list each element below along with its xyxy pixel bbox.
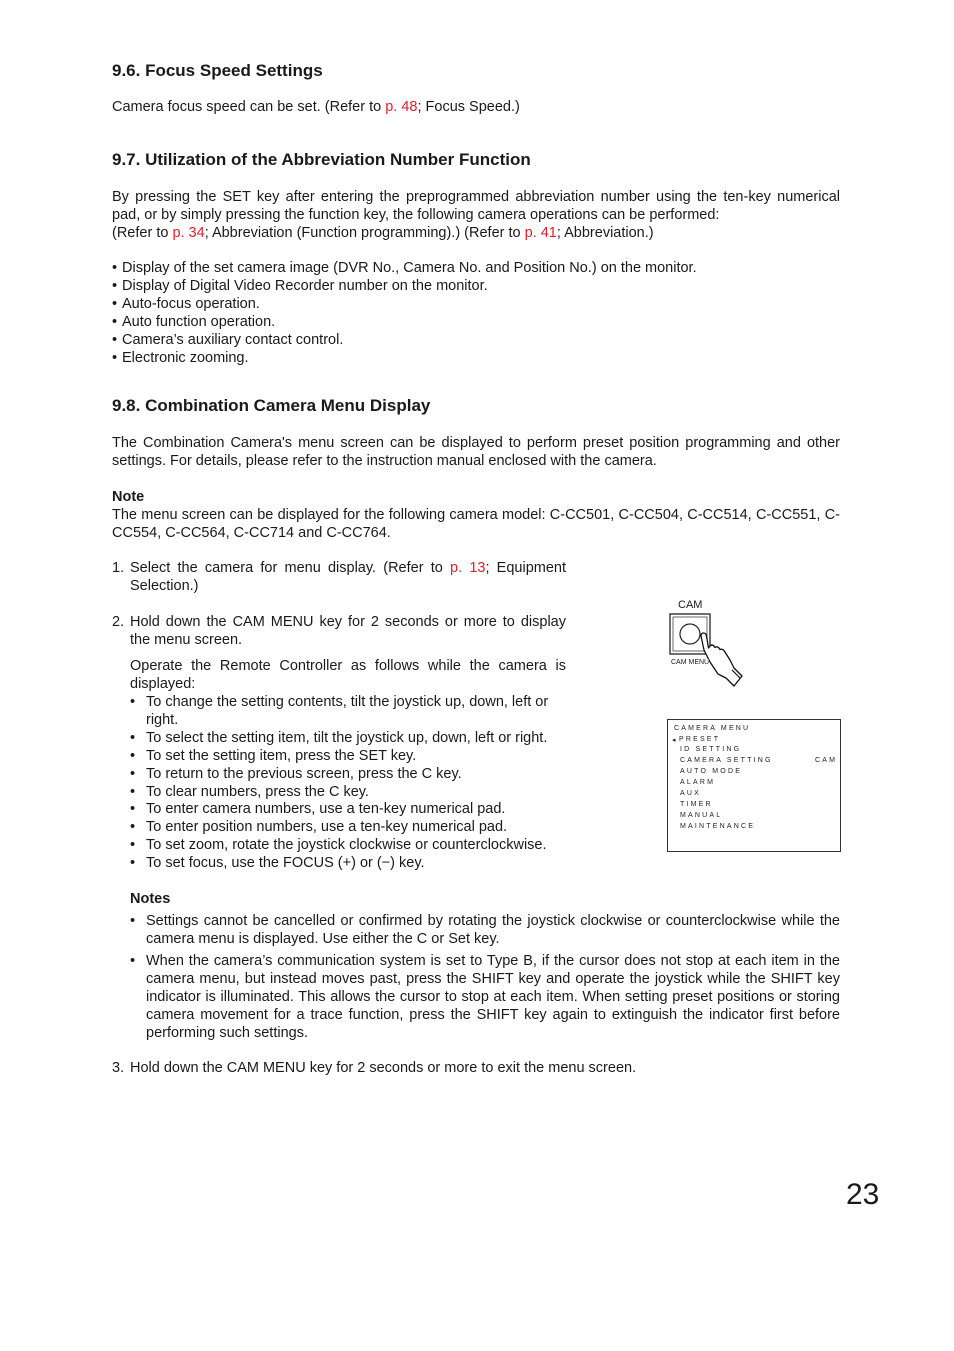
list-item-text: Electronic zooming.	[122, 350, 249, 366]
list-item: • Camera’s auxiliary contact control.	[112, 332, 344, 348]
cam-menu-key-label: CAM MENU	[671, 659, 710, 666]
list-item-text: Settings cannot be cancelled or confirmed by rotating the joystick clockwise or counterclockwise while the camera menu is displayed. Use either the C or Set key.	[146, 913, 840, 947]
menu-item-id-setting: ID SETTING	[680, 746, 742, 753]
list-item: • Auto function operation.	[112, 314, 276, 330]
list-item: • To return to the previous screen, press the C key.	[130, 765, 566, 783]
list-item-text: Display of Digital Video Recorder number on the monitor.	[122, 278, 488, 294]
focus-speed-text	[112, 98, 520, 116]
list-item: • Electronic zooming.	[112, 350, 249, 366]
operate-text: Operate the Remote Controller as follows while the camera is displayed:	[130, 658, 566, 692]
list-item-text: To enter camera numbers, use a ten-key numerical pad.	[146, 801, 506, 817]
list-item: • To select the setting item, tilt the joystick up, down, left or right.	[130, 729, 566, 747]
page-link[interactable]: p. 34	[172, 225, 205, 241]
list-item: • Settings cannot be cancelled or confirmed by rotating the joystick clockwise or counterclockwise while the camera menu is displayed. Use either the C or Set key.	[130, 913, 840, 947]
text-span: ; Abbreviation.)	[556, 225, 654, 241]
text-span: ; Abbreviation (Function programming).) (Refer to	[204, 225, 525, 241]
step-1-text	[130, 559, 566, 595]
text-span: Camera focus speed can be set. (Refer to	[112, 99, 386, 115]
section-heading-9-7: 9.7. Utilization of the Abbreviation Number Function	[112, 150, 531, 169]
text-span: Select the camera for menu display. (Refer to	[130, 560, 451, 576]
list-item: • To enter camera numbers, use a ten-key numerical pad.	[130, 800, 566, 818]
list-item: • Display of Digital Video Recorder number on the monitor.	[112, 278, 488, 294]
menu-item-auto-mode: AUTO MODE	[680, 768, 743, 775]
list-item-text: To set focus, use the FOCUS (+) or (−) key.	[146, 855, 425, 871]
camera-menu-screen	[667, 719, 841, 852]
list-item-text: Auto-focus operation.	[122, 296, 260, 312]
menu-item-cam-value: CAM	[815, 757, 838, 764]
list-item-text: Display of the set camera image (DVR No., Camera No. and Position No.) on the monitor.	[122, 260, 697, 276]
note-title: Note	[112, 489, 145, 505]
list-item-text: To enter position numbers, use a ten-key numerical pad.	[146, 819, 508, 835]
text-span: (Refer to	[112, 225, 173, 241]
menu-item-camera-setting: CAMERA SETTING	[680, 757, 773, 764]
page-link[interactable]: p. 41	[524, 225, 557, 241]
list-item: • To clear numbers, press the C key.	[130, 783, 566, 801]
note-text: The menu screen can be displayed for the following camera model: C-CC501, C-CC504, C-CC514, C-CC551, C-CC554, C-CC564, C-CC714 and C-CC764.	[112, 507, 840, 541]
list-item-text: To change the setting contents, tilt the joystick up, down, left or right.	[146, 694, 549, 728]
abbreviation-references	[112, 224, 654, 242]
menu-item-aux: AUX	[680, 790, 701, 797]
list-item-text: When the camera’s communication system is set to Type B, if the cursor does not stop at each item in the camera menu, but instead moves past, press the SHIFT key and operate the joystick while the SHIFT key indicator is illuminated. This allows the cursor to stop at each item. When setting preset positions or storing camera movement for a trace function, press the SHIFT key again to extinguish the indicator first before performing such settings.	[146, 953, 840, 1041]
list-item-text: To return to the previous screen, press the C key.	[146, 766, 462, 782]
step-number: 3.	[112, 1060, 125, 1076]
list-item: • To set focus, use the FOCUS (+) or (−) key.	[130, 854, 566, 872]
menu-item-maintenance: MAINTENANCE	[680, 823, 756, 830]
menu-item-manual: MANUAL	[680, 812, 723, 819]
menu-item-alarm: ALARM	[680, 779, 716, 786]
page-number: 23	[846, 1178, 880, 1211]
cam-menu-key-figure	[668, 596, 748, 688]
step-number: 2.	[112, 614, 125, 630]
list-item-text: To clear numbers, press the C key.	[146, 784, 369, 800]
section-heading-9-6: 9.6. Focus Speed Settings	[112, 61, 323, 80]
list-item-text: Auto function operation.	[122, 314, 276, 330]
notes-title: Notes	[130, 891, 171, 907]
list-item: • Auto-focus operation.	[112, 296, 260, 312]
list-item-text: Camera’s auxiliary contact control.	[122, 332, 344, 348]
menu-item-timer: TIMER	[680, 801, 713, 808]
list-item: • To enter position numbers, use a ten-key numerical pad.	[130, 818, 566, 836]
list-item-text: To set zoom, rotate the joystick clockwise or counterclockwise.	[146, 837, 547, 853]
text-span: ; Equipment Selection.)	[130, 560, 566, 594]
list-item-text: To set the setting item, press the SET key.	[146, 748, 417, 764]
list-item: • When the camera’s communication system is set to Type B, if the cursor does not stop at each item in the camera menu, but instead moves past, press the SHIFT key and operate the joystick while the SHIFT key indicator is illuminated. This allows the cursor to stop at each item. When setting preset positions or storing camera movement for a trace function, press the SHIFT key again to extinguish the indicator first before performing such settings.	[130, 953, 840, 1041]
abbreviation-paragraph: By pressing the SET key after entering the preprogrammed abbreviation number using the ten-key numerical pad, or by simply pressing the function key, the following camera operations can be performed:	[112, 189, 840, 223]
page-link[interactable]: p. 13	[450, 560, 486, 576]
page-link[interactable]: p. 48	[385, 99, 418, 115]
menu-display-paragraph: The Combination Camera's menu screen can be displayed to perform preset position programming and other settings. For details, please refer to the instruction manual enclosed with the camera.	[112, 435, 840, 469]
list-item: • Display of the set camera image (DVR No., Camera No. and Position No.) on the monitor.	[112, 260, 697, 276]
section-heading-9-8: 9.8. Combination Camera Menu Display	[112, 396, 431, 415]
list-item: • To set the setting item, press the SET key.	[130, 747, 566, 765]
step-number: 1.	[112, 560, 125, 576]
text-span: ; Focus Speed.)	[417, 99, 520, 115]
step-3-text: Hold down the CAM MENU key for 2 seconds or more to exit the menu screen.	[130, 1060, 637, 1076]
cam-menu-key-icon	[668, 612, 748, 688]
menu-title: CAMERA MENU	[674, 725, 751, 732]
menu-item-preset: PRESET	[679, 736, 721, 743]
cam-key-top-label: CAM	[678, 599, 703, 611]
list-item: • To set zoom, rotate the joystick clockwise or counterclockwise.	[130, 836, 566, 854]
list-item-text: To select the setting item, tilt the joystick up, down, left or right.	[146, 730, 548, 746]
menu-cursor-icon: ◂	[672, 737, 676, 744]
list-item: • To change the setting contents, tilt the joystick up, down, left or right.	[130, 693, 566, 729]
step-2-text: Hold down the CAM MENU key for 2 seconds or more to display the menu screen.	[130, 614, 566, 648]
